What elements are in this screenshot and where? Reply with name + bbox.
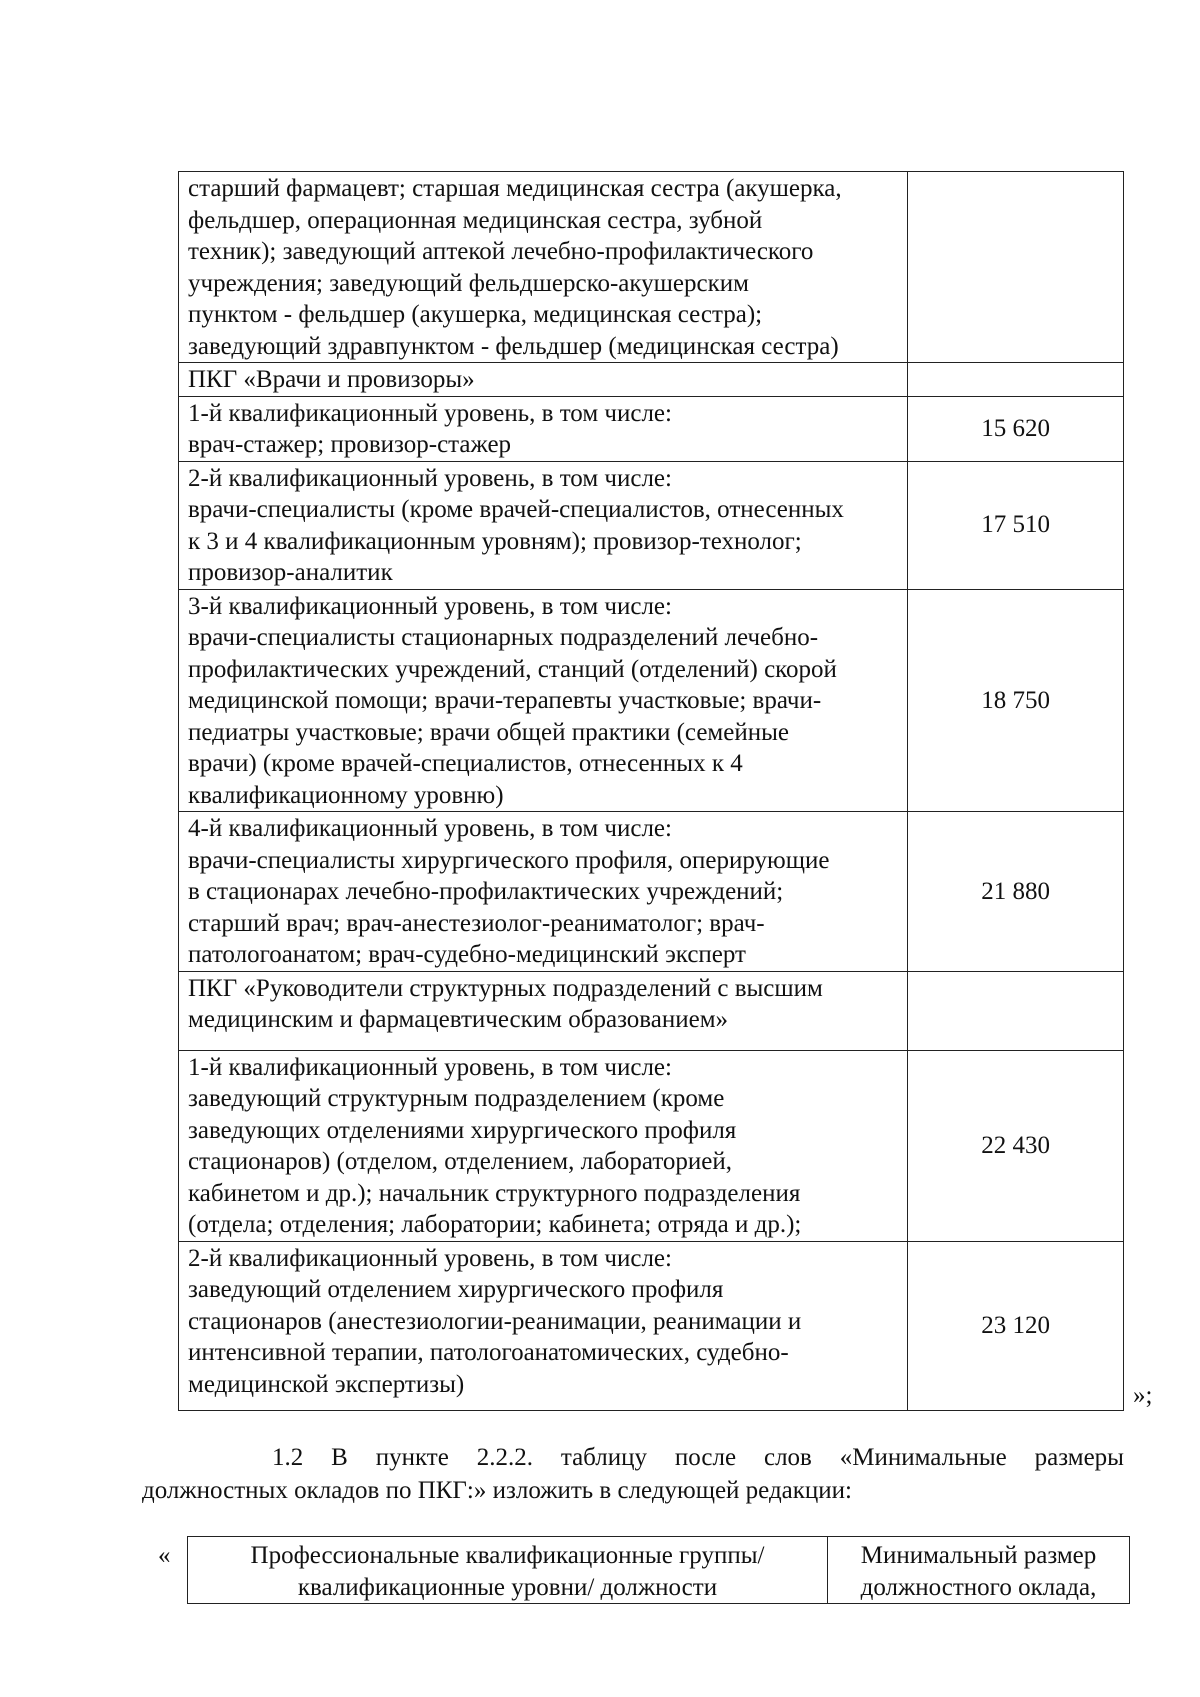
position-cell [179, 589, 908, 812]
cell-line: педиатры участковые; врачи общей практики (семейные [188, 718, 789, 746]
cell-line: заведующий здравпунктом - фельдшер (медицинская сестра) [188, 332, 839, 360]
cell-line: (отдела; отделения; лаборатории; кабинета; отряда и др.); [188, 1211, 802, 1238]
cell-line: профилактических учреждений, станций (отделений) скорой [188, 655, 837, 683]
cell-line: ПКГ «Руководители структурных подразделений с высшим [188, 974, 823, 1002]
table-row [179, 971, 1124, 1050]
group-heading-cell [179, 971, 908, 1050]
table-row [179, 172, 1124, 363]
cell-line: врачи-специалисты (кроме врачей-специалистов, отнесенных [188, 496, 844, 523]
salary-cell: 17 510 [908, 461, 1124, 589]
paragraph-line-2: должностных окладов по ПКГ:» изложить в следующей редакции: [142, 1477, 852, 1504]
position-cell [179, 812, 908, 972]
cell-line: врачи-специалисты стационарных подразделений лечебно- [188, 624, 819, 651]
table-row [179, 396, 1124, 461]
salary-table [178, 171, 1124, 1411]
salary-cell: 15 620 [908, 396, 1124, 461]
table-header-row [188, 1537, 1130, 1604]
header-line: Профессиональные квалификационные группы/ [250, 1542, 765, 1569]
cell-line: квалификационному уровню) [188, 781, 504, 809]
paragraph-line-1 [142, 1441, 1124, 1474]
cell-line: старший фармацевт; старшая медицинская сестра (акушерка, [188, 175, 842, 202]
paragraph-word: пункте [375, 1444, 449, 1471]
closing-quote: »; [1133, 1382, 1153, 1409]
salary-cell: 18 750 [908, 589, 1124, 812]
salary-cell [908, 971, 1124, 1050]
cell-line: провизор-аналитик [188, 559, 393, 586]
cell-line: в стационарах лечебно-профилактических учреждений; [188, 878, 784, 905]
cell-line: заведующий отделением хирургического профиля [188, 1276, 724, 1303]
header-line: должностного оклада, [860, 1573, 1097, 1601]
cell-line: учреждения; заведующий фельдшерско-акушерским [188, 269, 749, 297]
paragraph-word: В [331, 1444, 348, 1471]
salary-table-body [179, 172, 1124, 1411]
cell-line: к 3 и 4 квалификационным уровням); провизор-технолог; [188, 527, 802, 555]
cell-line: старший врач; врач-анестезиолог-реаниматолог; врач- [188, 909, 765, 937]
paragraph-word: «Минимальные [839, 1444, 1007, 1471]
table-row [179, 1050, 1124, 1241]
position-cell [179, 461, 908, 589]
amendment-paragraph [142, 1441, 1124, 1507]
cell-line: медицинской помощи; врачи-терапевты участковые; врачи- [188, 687, 822, 714]
table-row [179, 1241, 1124, 1410]
paragraph-word: 1.2 [272, 1444, 304, 1471]
paragraph-word: таблицу [560, 1444, 648, 1471]
salary-cell: 22 430 [908, 1050, 1124, 1241]
position-cell [179, 396, 908, 461]
cell-line: врач-стажер; провизор-стажер [188, 431, 512, 458]
cell-line: стационаров (анестезиологии-реанимации, реанимации и [188, 1307, 802, 1335]
position-cell [179, 1241, 908, 1410]
cell-line: ПКГ «Врачи и провизоры» [188, 366, 475, 393]
cell-line: техник); заведующий аптекой лечебно-профилактического [188, 238, 814, 265]
table-row [179, 461, 1124, 589]
paragraph-word: 2.2.2. [476, 1444, 533, 1471]
header-line: квалификационные уровни/ должности [297, 1573, 718, 1601]
salary-cell: 23 120 [908, 1241, 1124, 1410]
cell-line: медицинской экспертизы) [188, 1370, 465, 1398]
header-line: Минимальный размер [860, 1542, 1097, 1569]
cell-line: кабинетом и др.); начальник структурного подразделения [188, 1179, 801, 1207]
new-salary-table-body [188, 1537, 1130, 1604]
paragraph-word: после [674, 1444, 737, 1471]
cell-line: 1-й квалификационный уровень, в том числе: [188, 399, 672, 427]
header-groups-cell [188, 1537, 828, 1604]
salary-cell [908, 172, 1124, 363]
cell-line: медицинским и фармацевтическим образованием» [188, 1006, 729, 1033]
table-row [179, 589, 1124, 812]
table-row [179, 363, 1124, 397]
cell-line: врачи) (кроме врачей-специалистов, отнесенных к 4 [188, 750, 743, 777]
cell-line: интенсивной терапии, патологоанатомических, судебно- [188, 1339, 789, 1366]
opening-quote: « [158, 1542, 171, 1569]
cell-line: 4-й квалификационный уровень, в том числе: [188, 815, 672, 842]
position-cell [179, 172, 908, 363]
paragraph-word: размеры [1034, 1444, 1124, 1471]
cell-line: стационаров) (отделом, отделением, лабораторией, [188, 1148, 733, 1175]
cell-line: 2-й квалификационный уровень, в том числе: [188, 464, 672, 492]
cell-line: 1-й квалификационный уровень, в том числе: [188, 1053, 672, 1081]
cell-line: 3-й квалификационный уровень, в том числе: [188, 592, 672, 620]
cell-line: пунктом - фельдшер (акушерка, медицинская сестра); [188, 301, 763, 328]
paragraph-word: слов [763, 1444, 812, 1471]
salary-cell [908, 363, 1124, 397]
cell-line: патологоанатом; врач-судебно-медицинский эксперт [188, 941, 746, 968]
cell-line: заведующий структурным подразделением (кроме [188, 1085, 725, 1112]
cell-line: фельдшер, операционная медицинская сестра, зубной [188, 206, 763, 234]
new-salary-table [187, 1536, 1130, 1604]
cell-line: врачи-специалисты хирургического профиля, оперирующие [188, 846, 830, 874]
position-cell [179, 1050, 908, 1241]
group-heading-cell [179, 363, 908, 397]
salary-cell: 21 880 [908, 812, 1124, 972]
header-salary-cell [828, 1537, 1130, 1604]
table-row [179, 812, 1124, 972]
cell-line: 2-й квалификационный уровень, в том числе: [188, 1244, 672, 1272]
cell-line: заведующих отделениями хирургического профиля [188, 1116, 737, 1144]
